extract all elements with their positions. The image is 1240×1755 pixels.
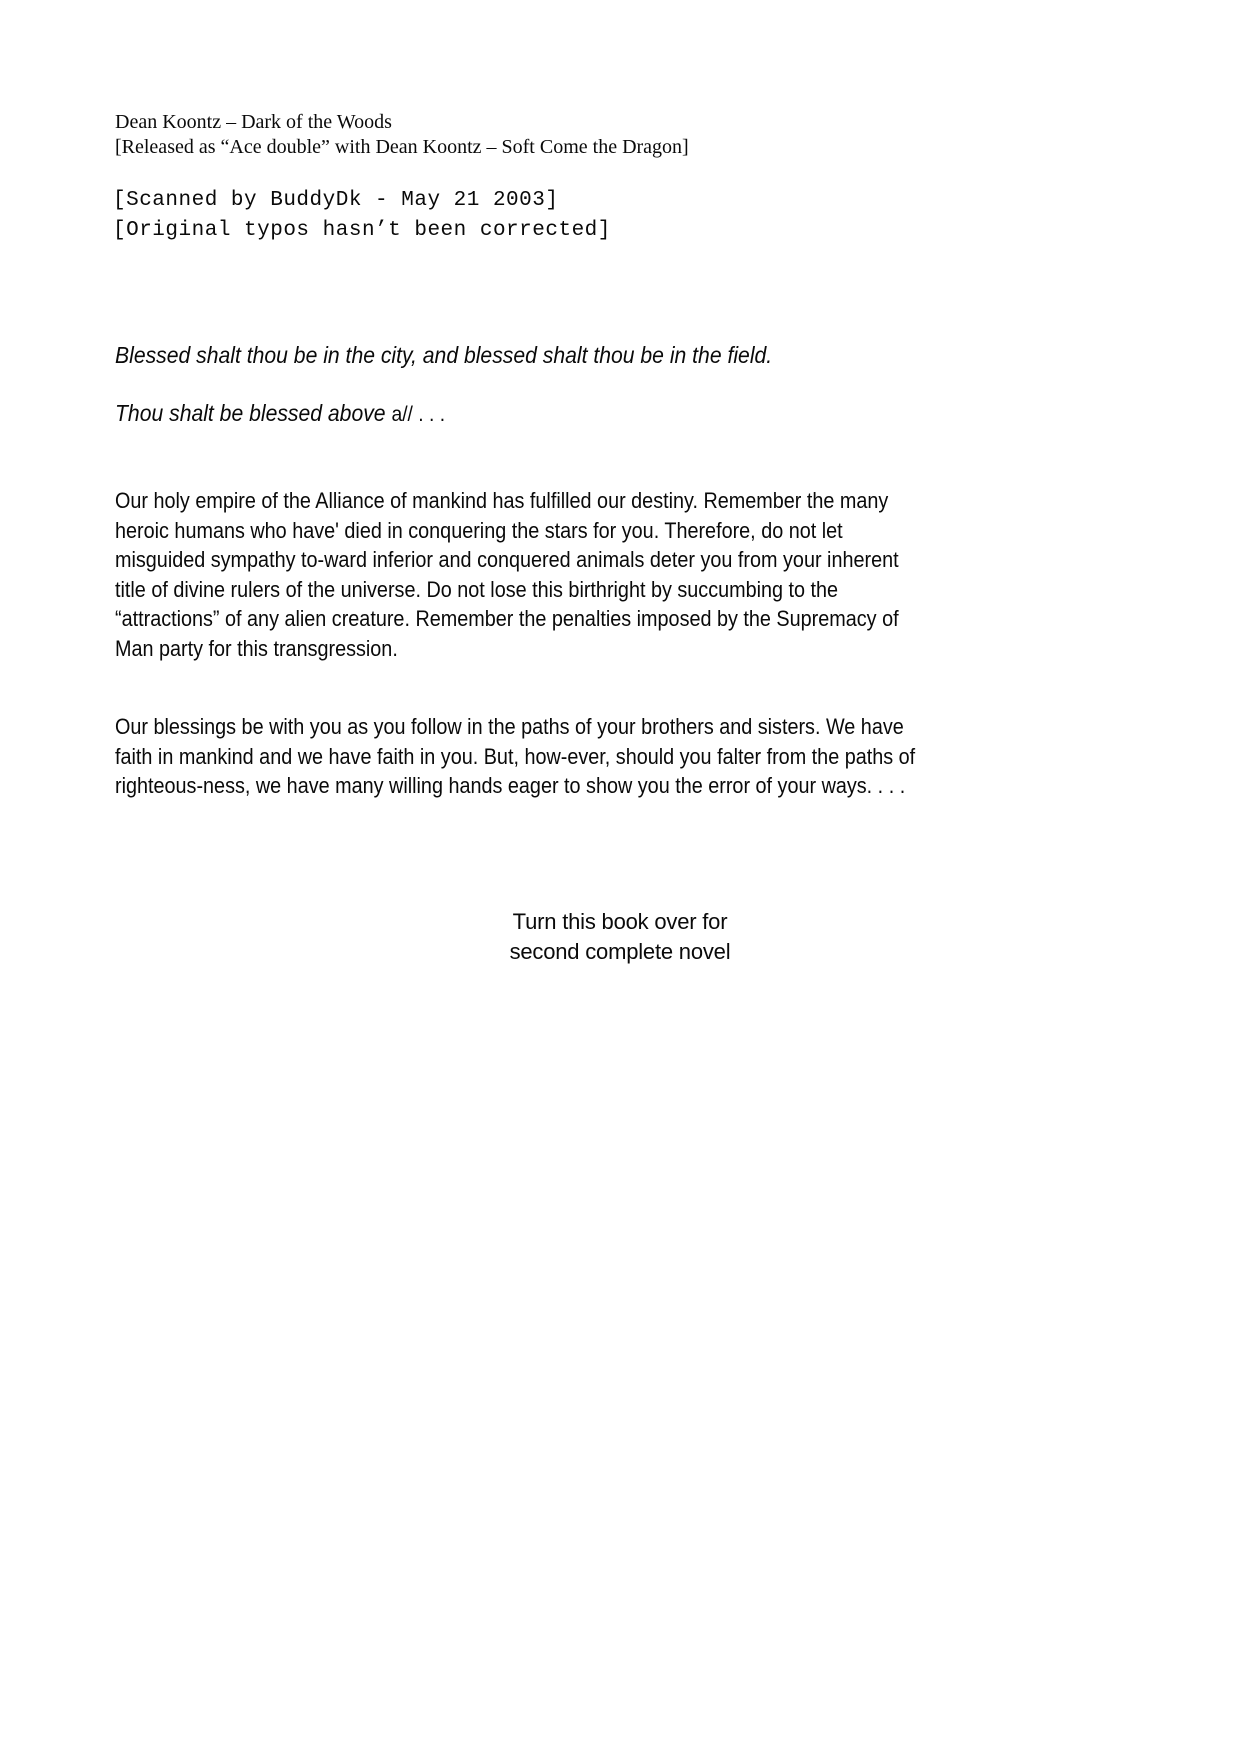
body-paragraph-2 [115,712,915,801]
paragraph-line: title of divine rulers of the universe. Do not lose this birthright by succumbing to the [115,576,839,602]
release-note-line: [Released as “Ace double” with Dean Koontz – Soft Come the Dragon] [115,136,689,158]
paragraph-line: heroic humans who have' died in conquering the stars for you. Therefore, do not let [115,517,843,543]
scan-note [113,186,611,246]
paragraph-line: “attractions” of any alien creature. Remember the penalties imposed by the Supremacy of [115,606,899,631]
book-title-line: Dean Koontz – Dark of the Woods [115,111,392,133]
book-header [115,110,689,160]
paragraph-line: righteous-ness, we have many willing hands eager to show you the error of your ways. . . . [115,773,906,798]
epigraph-line-2 [115,399,474,429]
turn-over-line-2: second complete novel [509,939,731,964]
typos-note-line: [Original typos hasn’t been corrected] [113,219,611,242]
epigraph-italic-part: Thou shalt be blessed above [115,400,392,426]
scan-credit-line: [Scanned by BuddyDk - May 21 2003] [113,189,559,212]
epigraph-text-2 [115,399,445,429]
paragraph-line: misguided sympathy to-ward inferior and conquered animals deter you from your inherent [115,547,899,572]
paragraph-line: Our holy empire of the Alliance of mankind has fulfilled our destiny. Remember the many [115,488,889,513]
epigraph-line-1 [115,341,829,369]
body-paragraph-1 [115,486,899,663]
epigraph-plain-part: a// . . . [391,403,446,426]
paragraph-line: Our blessings be with you as you follow in the paths of your brothers and sisters. We have [115,714,904,739]
paragraph-line: Man party for this transgression. [115,635,398,661]
turn-over-note [0,907,1240,967]
paragraph-line: faith in mankind and we have faith in you. But, how-ever, should you falter from the paths of [115,743,916,769]
turn-over-line-1: Turn this book over for [512,909,728,934]
epigraph-text-1: Blessed shalt thou be in the city, and blessed shalt thou be in the field. [115,342,773,368]
